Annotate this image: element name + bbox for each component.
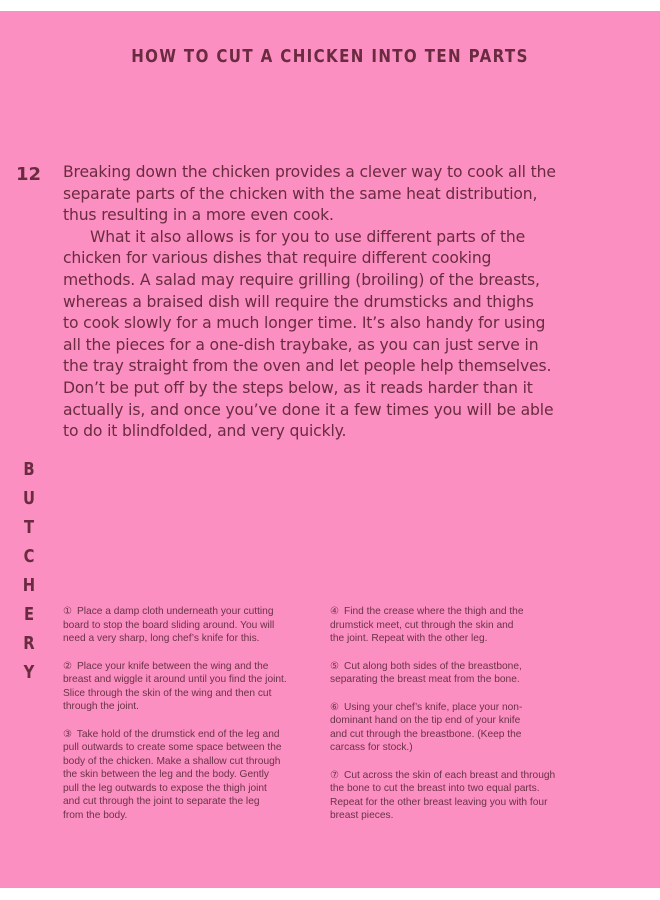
- intro-line: Don’t be put off by the steps below, as it reads harder than it: [63, 378, 533, 397]
- steps-column-left: [63, 605, 318, 836]
- step-line: separating the breast meat from the bone.: [330, 674, 520, 685]
- section-letter: U: [23, 488, 35, 509]
- step-line: breast pieces.: [330, 810, 394, 821]
- intro-line: methods. A salad may require grilling (broiling) of the breasts,: [63, 270, 540, 289]
- step-line: Find the crease where the thigh and the: [343, 606, 524, 617]
- intro-paragraph-2: [63, 227, 603, 443]
- step-line: Place your knife between the wing and the: [76, 660, 269, 672]
- section-letter: Y: [23, 662, 35, 683]
- step-line: board to stop the board sliding around. You will: [63, 619, 275, 631]
- step-number: ③: [63, 728, 73, 740]
- section-letter: B: [23, 459, 35, 480]
- intro-line: What it also allows is for you to use different parts of the: [90, 227, 526, 246]
- intro-line: thus resulting in a more even cook.: [63, 206, 334, 225]
- step-line: pull the leg outwards to expose the thigh joint: [63, 782, 267, 794]
- step-line: Repeat for the other breast leaving you with four: [330, 796, 548, 808]
- step-line: drumstick meet, cut through the skin and: [330, 619, 514, 631]
- step-line: and cut through the joint to separate the leg: [63, 796, 260, 807]
- intro-line: actually is, and once you’ve done it a few times you will be able: [63, 400, 554, 419]
- steps-column-right: [330, 605, 590, 837]
- intro-paragraph-1: [63, 162, 603, 227]
- section-letter: E: [23, 604, 35, 625]
- section-letter: C: [23, 546, 35, 567]
- intro-line: to cook slowly for a much longer time. It’s also handy for using: [63, 314, 546, 333]
- step-line: pull outwards to create some space between the: [63, 742, 282, 753]
- step-1: [63, 605, 318, 646]
- intro-line: the tray straight from the oven and let people help themselves.: [63, 357, 552, 376]
- step-line: Place a damp cloth underneath your cutting: [76, 606, 274, 617]
- intro-line: chicken for various dishes that require different cooking: [63, 249, 492, 268]
- intro-line: whereas a braised dish will require the drumsticks and thighs: [63, 292, 534, 311]
- step-line: from the body.: [63, 809, 128, 821]
- step-line: need a very sharp, long chef’s knife for this.: [63, 633, 260, 644]
- step-number: ⑤: [330, 660, 340, 672]
- page-number: 12: [16, 164, 42, 185]
- step-line: Cut across the skin of each breast and through: [343, 769, 556, 781]
- step-line: the skin between the leg and the body. Gently: [63, 769, 269, 780]
- step-line: body of the chicken. Make a shallow cut through: [63, 755, 281, 767]
- intro-text: [63, 162, 603, 443]
- step-2: [63, 660, 318, 714]
- step-line: the bone to cut the breast into two equal parts.: [330, 783, 540, 794]
- page-title: HOW TO CUT A CHICKEN INTO TEN PARTS: [131, 47, 529, 67]
- intro-line: all the pieces for a one-dish traybake, as you can just serve in: [63, 335, 539, 354]
- step-line: through the joint.: [63, 701, 139, 712]
- step-line: the joint. Repeat with the other leg.: [330, 633, 488, 644]
- step-number: ②: [63, 660, 73, 672]
- book-page: [0, 11, 660, 888]
- step-line: carcass for stock.): [330, 742, 413, 753]
- section-label-butchery: [19, 455, 39, 687]
- intro-line: to do it blindfolded, and very quickly.: [63, 422, 347, 441]
- step-line: Using your chef’s knife, place your non-: [343, 701, 523, 713]
- step-number: ①: [63, 606, 73, 617]
- intro-line: Breaking down the chicken provides a clever way to cook all the: [63, 163, 556, 181]
- step-number: ④: [330, 606, 340, 617]
- step-number: ⑦: [330, 769, 340, 781]
- step-3: [63, 728, 318, 823]
- section-letter: R: [23, 633, 35, 654]
- step-4: [330, 605, 590, 646]
- step-line: and cut through the breastbone. (Keep the: [330, 728, 522, 740]
- step-6: [330, 701, 590, 755]
- section-letter: H: [22, 575, 36, 596]
- section-letter: T: [23, 517, 35, 538]
- step-5: [330, 660, 590, 687]
- step-line: Cut along both sides of the breastbone,: [343, 660, 522, 672]
- intro-line: separate parts of the chicken with the same heat distribution,: [63, 184, 538, 203]
- step-number: ⑥: [330, 701, 340, 713]
- step-line: breast and wiggle it around until you find the joint.: [63, 674, 287, 685]
- step-line: Take hold of the drumstick end of the leg and: [76, 728, 280, 740]
- step-line: dominant hand on the tip end of your knife: [330, 715, 521, 726]
- step-line: Slice through the skin of the wing and then cut: [63, 687, 272, 699]
- step-7: [330, 769, 590, 823]
